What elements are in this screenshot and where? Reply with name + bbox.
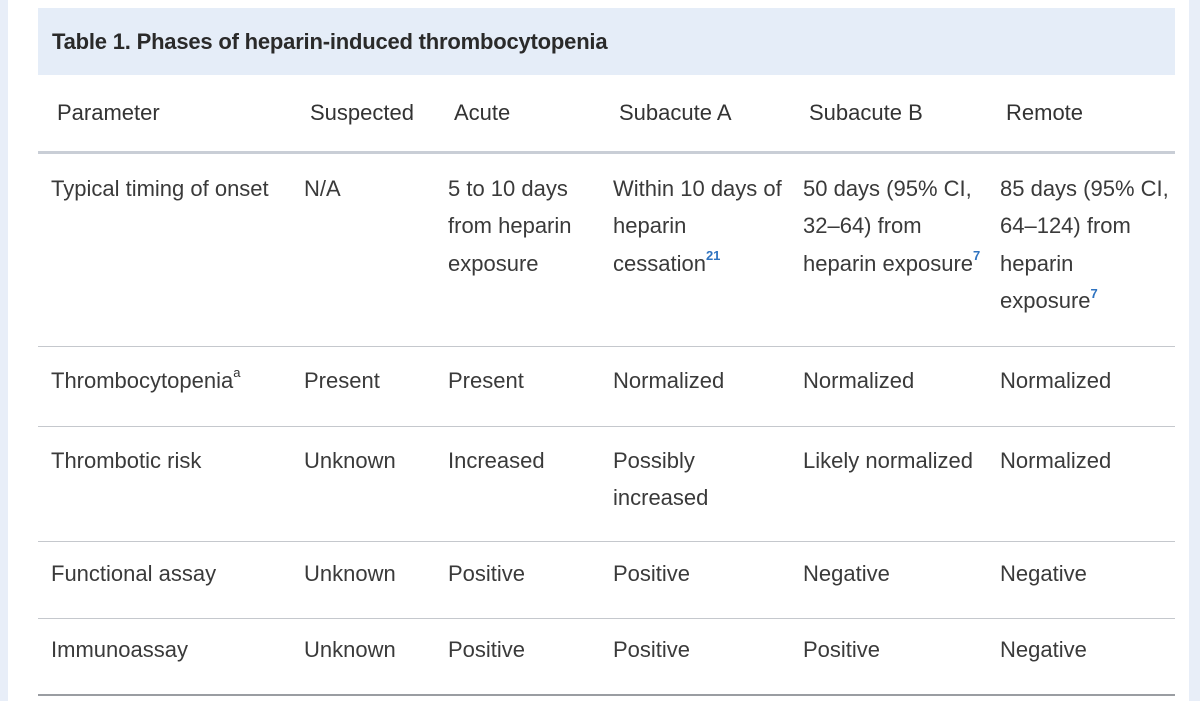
table-caption: Table 1. Phases of heparin-induced thrombocytopenia [38,8,1175,75]
cell-subacute-b: 50 days (95% CI, 32–64) from heparin exposure$^7$ [790,152,987,346]
cell-suspected: Present [291,346,435,426]
cell-parameter: Thrombocytopenia$^a$ [38,346,291,426]
cell-parameter: Immunoassay [38,618,291,695]
cell-parameter: Typical timing of onset [38,152,291,346]
cell-remote: Normalized [987,346,1175,426]
cell-parameter: Thrombotic risk [38,426,291,541]
cell-acute: 5 to 10 days from heparin exposure [435,152,600,346]
footnote-marker: a [233,365,241,381]
cell-remote: Negative [987,618,1175,695]
cell-subacute-b: Likely normalized [790,426,987,541]
table-row [38,346,1175,426]
cell-parameter: Functional assay [38,541,291,618]
cell-acute: Increased [435,426,600,541]
cell-suspected: Unknown [291,541,435,618]
cell-subacute-b: Positive [790,618,987,695]
column-header-remote: Remote [987,75,1175,152]
cell-remote: 85 days (95% CI, 64–124) from heparin exposure$^7$ [987,152,1175,346]
table-row [38,152,1175,346]
cell-acute: Positive [435,541,600,618]
cell-subacute-b: Normalized [790,346,987,426]
reference-link[interactable]: 21 [705,248,721,264]
cell-suspected: Unknown [291,426,435,541]
cell-subacute-a: Positive [600,541,790,618]
cell-remote: Normalized [987,426,1175,541]
cell-subacute-a: Normalized [600,346,790,426]
column-header-subacute-b: Subacute B [790,75,987,152]
cell-subacute-a: Possibly increased [600,426,790,541]
table-row [38,541,1175,618]
cell-subacute-a: Within 10 days of heparin cessation$^{21}$ [600,152,790,346]
column-header-suspected: Suspected [291,75,435,152]
column-header-acute: Acute [435,75,600,152]
column-header-subacute-a: Subacute A [600,75,790,152]
table-row [38,618,1175,695]
column-header-parameter: Parameter [38,75,291,152]
cell-remote: Negative [987,541,1175,618]
hit-phases-table [38,75,1175,696]
cell-acute: Positive [435,618,600,695]
header-row [38,75,1175,152]
cell-suspected: N/A [291,152,435,346]
cell-subacute-b: Negative [790,541,987,618]
cell-subacute-a: Positive [600,618,790,695]
reference-link[interactable]: 7 [973,248,981,264]
reference-link[interactable]: 7 [1090,285,1098,301]
cell-suspected: Unknown [291,618,435,695]
table-row [38,426,1175,541]
cell-acute: Present [435,346,600,426]
table-container [38,8,1175,696]
page-frame [8,0,1189,701]
